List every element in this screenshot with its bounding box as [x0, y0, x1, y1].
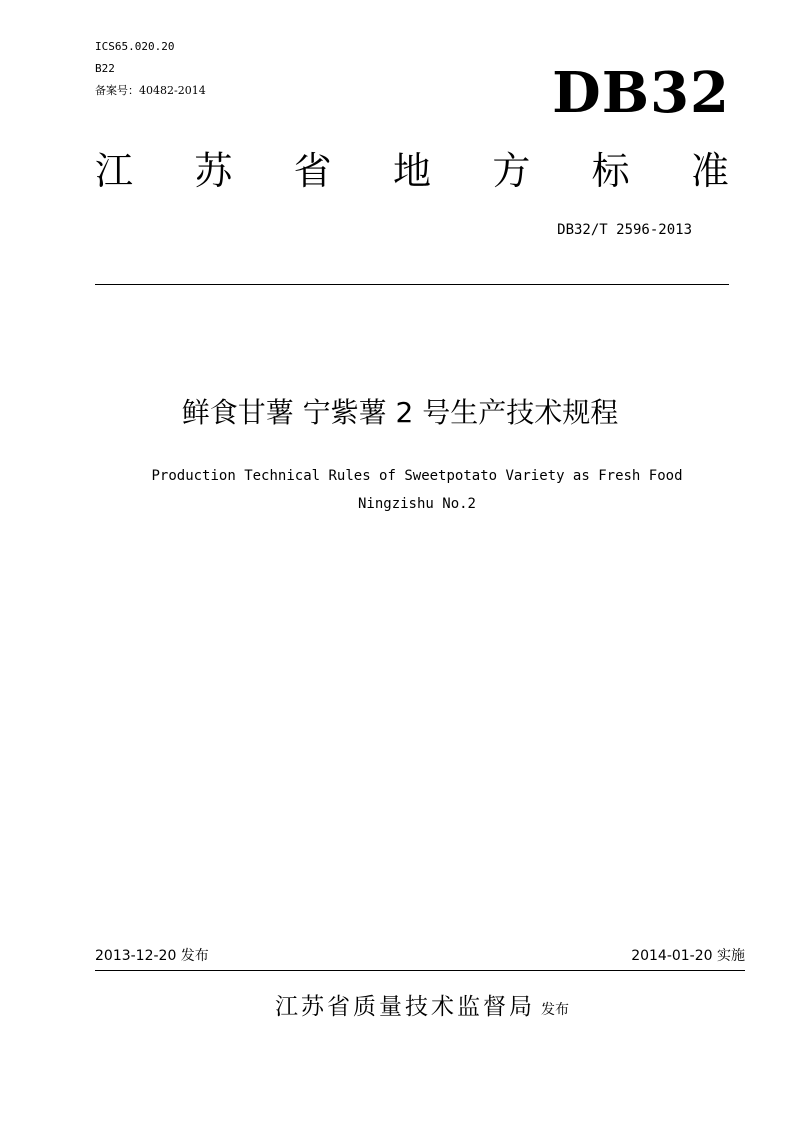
issuer-name: 江苏省质量技术监督局 [275, 994, 535, 1020]
issuer-line [0, 988, 800, 1021]
document-title-english-line1: Production Technical Rules of Sweetpotato Variety as Fresh Food [151, 468, 683, 484]
standard-type-char: 准 [690, 149, 729, 193]
implementation-date: 2014-01-20 实施 [631, 948, 745, 964]
standard-number: DB32/T 2596-2013 [557, 222, 692, 238]
standard-type-char: 标 [591, 149, 630, 193]
top-divider [95, 284, 729, 285]
standard-type-char: 苏 [194, 149, 233, 193]
standard-type-char: 方 [492, 149, 531, 193]
standard-type-char: 省 [293, 149, 332, 193]
issue-date: 2013-12-20 发布 [95, 948, 209, 964]
standard-type-char: 江 [95, 149, 134, 193]
standard-type-heading [95, 148, 729, 194]
classification-code: B22 [95, 62, 115, 75]
filing-number: 备案号：40482-2014 [95, 84, 206, 97]
bottom-divider [95, 970, 745, 971]
document-title-english-line2: Ningzishu No.2 [357, 496, 476, 512]
db-mark: DB32 [552, 60, 730, 126]
issuer-suffix: 发布 [541, 1002, 569, 1018]
ics-code: ICS65.020.20 [95, 40, 175, 53]
document-title-chinese: 鲜食甘薯 宁紫薯 2 号生产技术规程 [181, 396, 619, 429]
standard-type-char: 地 [392, 149, 431, 193]
